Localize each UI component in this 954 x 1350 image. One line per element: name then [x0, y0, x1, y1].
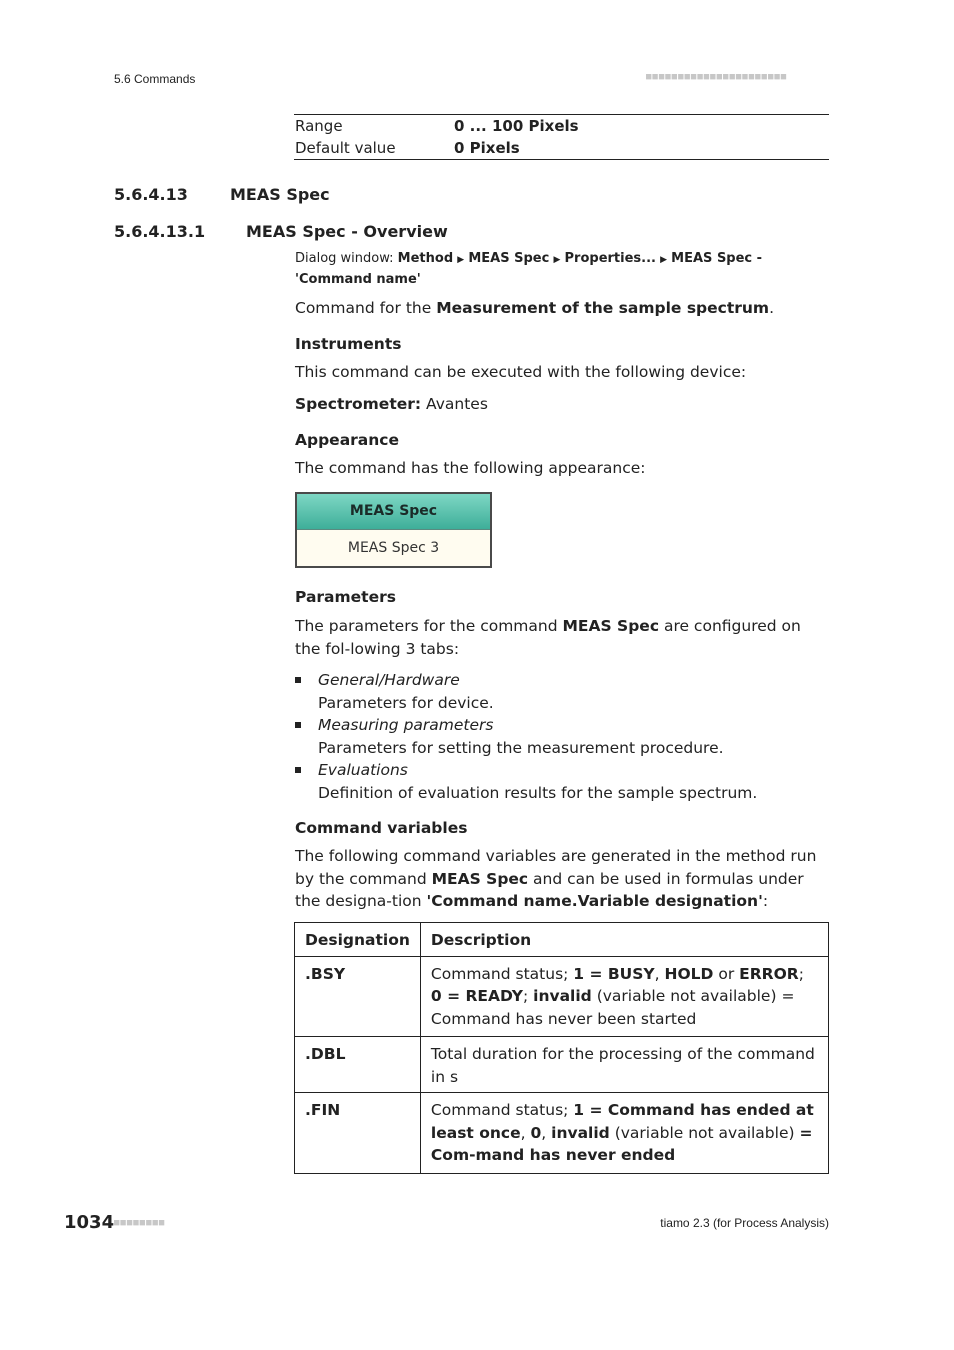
table-row [295, 1093, 829, 1174]
list-item [295, 714, 830, 759]
variable-description: Command status; 1 = Command has ended at least once, 0, invalid (variable not available) = Com-mand has never ended [420, 1093, 828, 1174]
command-box-name: MEAS Spec 3 [297, 530, 490, 566]
appearance-text: The command has the following appearance: [295, 459, 646, 477]
table-header-row [295, 923, 829, 957]
variable-name: .FIN [295, 1093, 421, 1174]
variable-name: .BSY [295, 956, 421, 1037]
tab-title: Evaluations [318, 761, 408, 779]
tab-title: Measuring parameters [318, 716, 494, 734]
running-head-section: 5.6 Commands [114, 72, 196, 86]
instruments-heading: Instruments [295, 335, 402, 353]
arrow-icon: ▶ [457, 255, 465, 265]
col-description: Description [420, 923, 828, 957]
command-appearance-box [295, 492, 492, 568]
device-line [295, 393, 830, 416]
dialog-path-command-name: MEAS Spec - 'Command name' [295, 251, 763, 287]
range-row [294, 115, 829, 137]
default-value-value: 0 Pixels [454, 139, 520, 157]
page-number: 1034 [64, 1212, 115, 1233]
section-heading [114, 185, 330, 204]
variables-table [294, 922, 829, 1174]
device-value: Avantes [421, 395, 488, 413]
tab-title: General/Hardware [318, 671, 460, 689]
bullet-icon [295, 677, 301, 683]
subsection-number: 5.6.4.13.1 [114, 222, 206, 241]
parameters-heading: Parameters [295, 588, 396, 606]
tab-list [295, 669, 830, 804]
bullet-icon [295, 767, 301, 773]
table-row [295, 956, 829, 1037]
range-value: 0 ... 100 Pixels [454, 117, 579, 135]
footer-dots: ■■■■■■■■ [114, 1218, 166, 1228]
command-variables-text: The following command variables are generated in the method run by the command MEAS Spec and can be used in formulas under the designa-tion 'Command name.Variable designation': [295, 847, 817, 910]
range-key: Range [295, 117, 343, 135]
variable-description: Total duration for the processing of the command in s [420, 1037, 828, 1093]
running-head-dots: ■■■■■■■■■■■■■■■■■■■■■■ [646, 72, 788, 82]
tab-description: Parameters for device. [318, 693, 494, 712]
dialog-path-method: Method [397, 251, 454, 266]
table-row [295, 1037, 829, 1093]
variable-description: Command status; 1 = BUSY, HOLD or ERROR; 0 = READY; invalid (variable not available) = Command has never been started [420, 956, 828, 1037]
variable-name: .DBL [295, 1037, 421, 1093]
command-variables-heading: Command variables [295, 819, 468, 837]
list-item [295, 759, 830, 804]
section-number: 5.6.4.13 [114, 185, 188, 204]
subsection-title: MEAS Spec - Overview [246, 222, 448, 241]
bullet-icon [295, 722, 301, 728]
tab-description: Definition of evaluation results for the sample spectrum. [318, 783, 758, 802]
arrow-icon: ▶ [660, 255, 668, 265]
section-title: MEAS Spec [230, 185, 330, 204]
device-label: Spectrometer: [295, 395, 422, 413]
tab-description: Parameters for setting the measurement procedure. [318, 738, 724, 757]
subsection-heading [114, 222, 448, 241]
dialog-path: Dialog window: Method ▶ MEAS Spec ▶ Properties... ▶ MEAS Spec - 'Command name' [295, 251, 763, 287]
instruments-text: This command can be executed with the following device: [295, 363, 747, 381]
footer-product: tiamo 2.3 (for Process Analysis) [660, 1216, 829, 1230]
arrow-icon: ▶ [553, 255, 561, 265]
intro-text: Command for the Measurement of the sample spectrum. [295, 299, 775, 317]
list-item [295, 669, 830, 714]
dialog-path-properties: Properties... [564, 251, 656, 266]
dialog-path-meas-spec: MEAS Spec [468, 251, 550, 266]
parameters-text: The parameters for the command MEAS Spec are configured on the fol-lowing 3 tabs: [295, 617, 801, 658]
range-table [294, 114, 829, 160]
command-box-title: MEAS Spec [297, 494, 490, 530]
default-value-row [294, 137, 829, 159]
col-designation: Designation [295, 923, 421, 957]
default-value-key: Default value [295, 139, 396, 157]
appearance-heading: Appearance [295, 431, 399, 449]
